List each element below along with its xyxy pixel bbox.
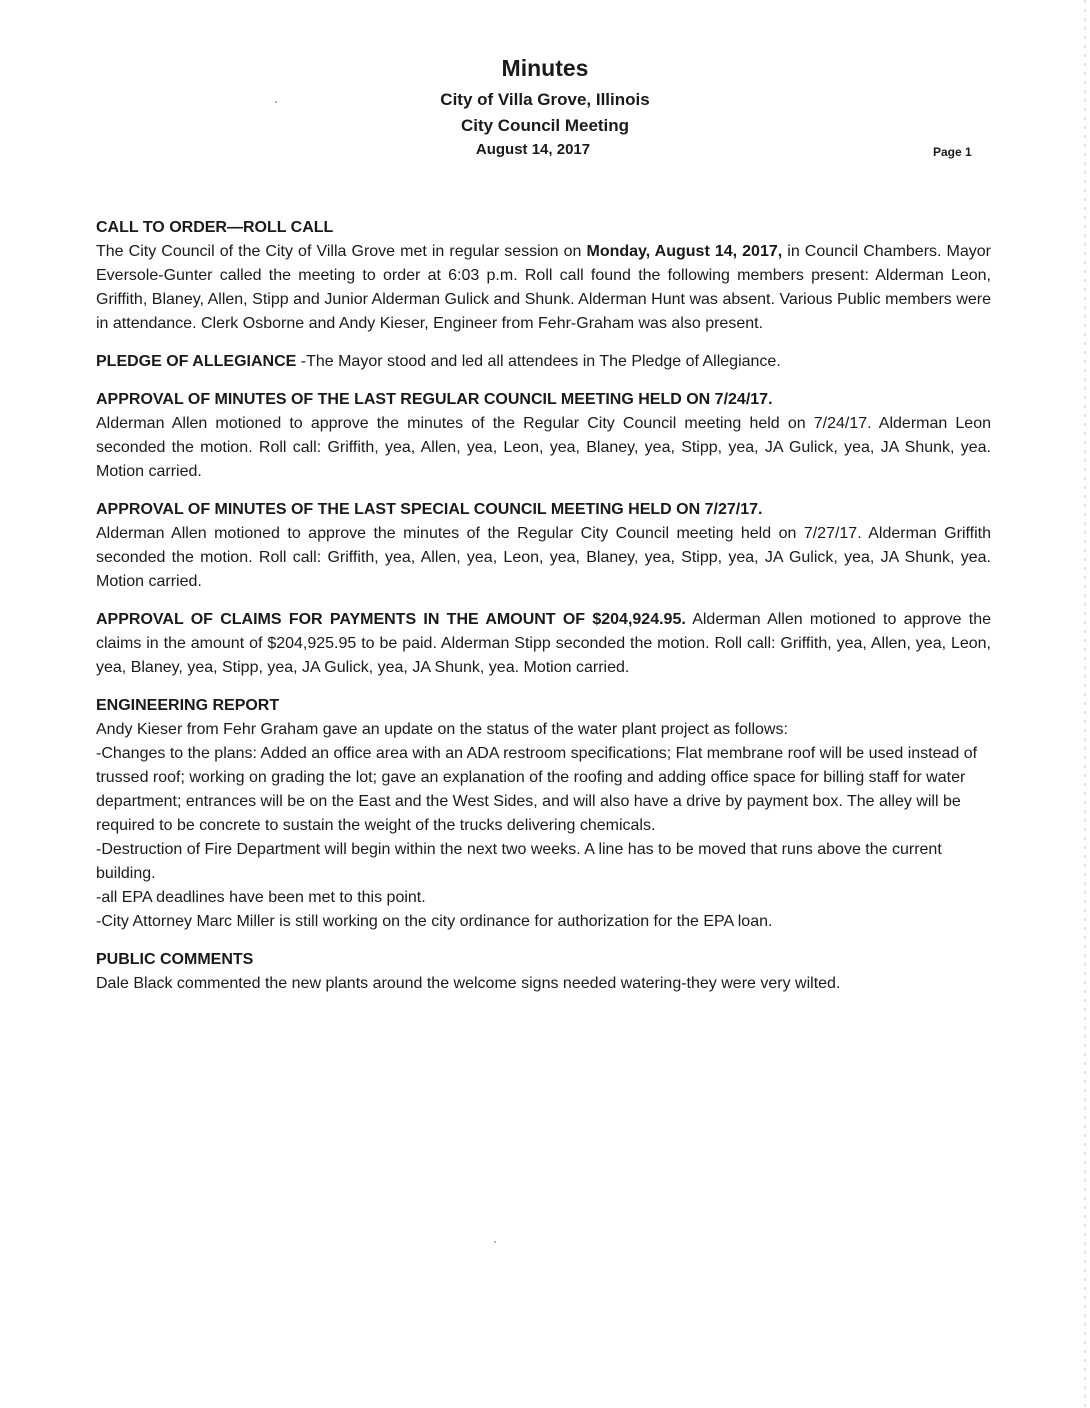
section-heading: PLEDGE OF ALLEGIANCE <box>96 353 297 370</box>
engineering-item: -all EPA deadlines have been met to this point. <box>96 889 426 906</box>
section-text: Alderman Allen motioned to approve the minutes of the Regular City Council meeting held on 7/27/17. Alderman Griffith seconded the motion. Roll call: Griffith, yea, Allen, yea, Leon, yea, Blaney, yea, Stipp, yea, JA Gulick, yea, JA Shunk, yea. Motion carried. <box>96 525 991 590</box>
section-heading: PUBLIC COMMENTS <box>96 951 254 968</box>
page-number: Page 1 <box>933 145 972 159</box>
text-span: in Council Chambers. Mayor Eversole-Gunter called the meeting to order at 6:03 p.m. Roll call found the following members present: Alderman Leon, Griffith, Blaney, Allen, Stipp and Junior Alderman Gulick and Shunk. Alderman Hunt was absent. Various Public members were in attendance. Clerk Osborne and Andy Kieser, Engineer from Fehr-Graham was also present. <box>96 243 992 332</box>
section-engineering <box>96 694 991 934</box>
meeting-date: August 14, 2017 <box>475 141 591 158</box>
section-special-minutes <box>96 498 991 594</box>
section-text: Alderman Allen motioned to approve the minutes of the Regular City Council meeting held on 7/24/17. Alderman Leon seconded the motion. Roll call: Griffith, yea, Allen, yea, Leon, yea, Blaney, yea, Stipp, yea, JA Gulick, yea, JA Shunk, yea. Motion carried. <box>96 415 991 480</box>
scan-edge-artifact <box>1084 0 1086 1408</box>
section-regular-minutes <box>96 388 991 484</box>
engineering-item: -City Attorney Marc Miller is still working on the city ordinance for authorization for the EPA loan. <box>96 913 773 930</box>
section-heading: CALL TO ORDER—ROLL CALL <box>96 219 334 236</box>
text-span: The City Council of the City of Villa Grove met in regular session on <box>96 243 587 260</box>
text-span: -The Mayor stood and led all attendees in The Pledge of Allegiance. <box>296 353 781 370</box>
text-span: Alderman Allen motioned to approve the claims in the amount of $204,925.95 to be paid. Alderman Stipp seconded the motion. Roll call: Griffith, yea, Allen, yea, Leon, yea, Blaney, yea, Stipp, yea, JA Gulick, yea, JA Shunk, yea. Motion carried. <box>96 611 992 676</box>
section-text <box>96 240 991 336</box>
section-public-comments <box>96 948 991 996</box>
section-text: Dale Black commented the new plants around the welcome signs needed watering-they were very wilted. <box>96 975 841 992</box>
section-heading: APPROVAL OF CLAIMS FOR PAYMENTS IN THE AMOUNT OF $204,924.95. <box>96 611 686 628</box>
document-title: Minutes <box>501 55 589 81</box>
section-heading: APPROVAL OF MINUTES OF THE LAST SPECIAL COUNCIL MEETING HELD ON 7/27/17. <box>96 501 763 518</box>
city-name: City of Villa Grove, Illinois <box>440 90 650 109</box>
engineering-item: -Destruction of Fire Department will begin within the next two weeks. A line has to be moved that runs above the current building. <box>96 841 942 882</box>
minutes-body <box>96 216 991 1010</box>
section-text <box>96 350 991 374</box>
section-pledge <box>96 350 991 374</box>
section-text <box>96 608 991 680</box>
meeting-name: City Council Meeting <box>460 116 630 135</box>
engineering-intro: Andy Kieser from Fehr Graham gave an update on the status of the water plant project as follows: <box>96 721 788 738</box>
meeting-date-bold: Monday, August 14, 2017, <box>586 243 783 260</box>
section-heading: APPROVAL OF MINUTES OF THE LAST REGULAR COUNCIL MEETING HELD ON 7/24/17. <box>96 391 773 408</box>
section-call-to-order <box>96 216 991 336</box>
scan-speck <box>494 1241 496 1243</box>
section-heading: ENGINEERING REPORT <box>96 697 280 714</box>
engineering-item: -Changes to the plans: Added an office area with an ADA restroom specifications; Flat membrane roof will be used instead of trussed roof; working on grading the lot; gave an explanation of the roofing and adding office space for billing staff for water department; entrances will be on the East and the West Sides, and will also have a drive by payment box. The alley will be required to be concrete to sustain the weight of the trucks delivering chemicals. <box>96 745 978 834</box>
section-claims <box>96 608 991 680</box>
